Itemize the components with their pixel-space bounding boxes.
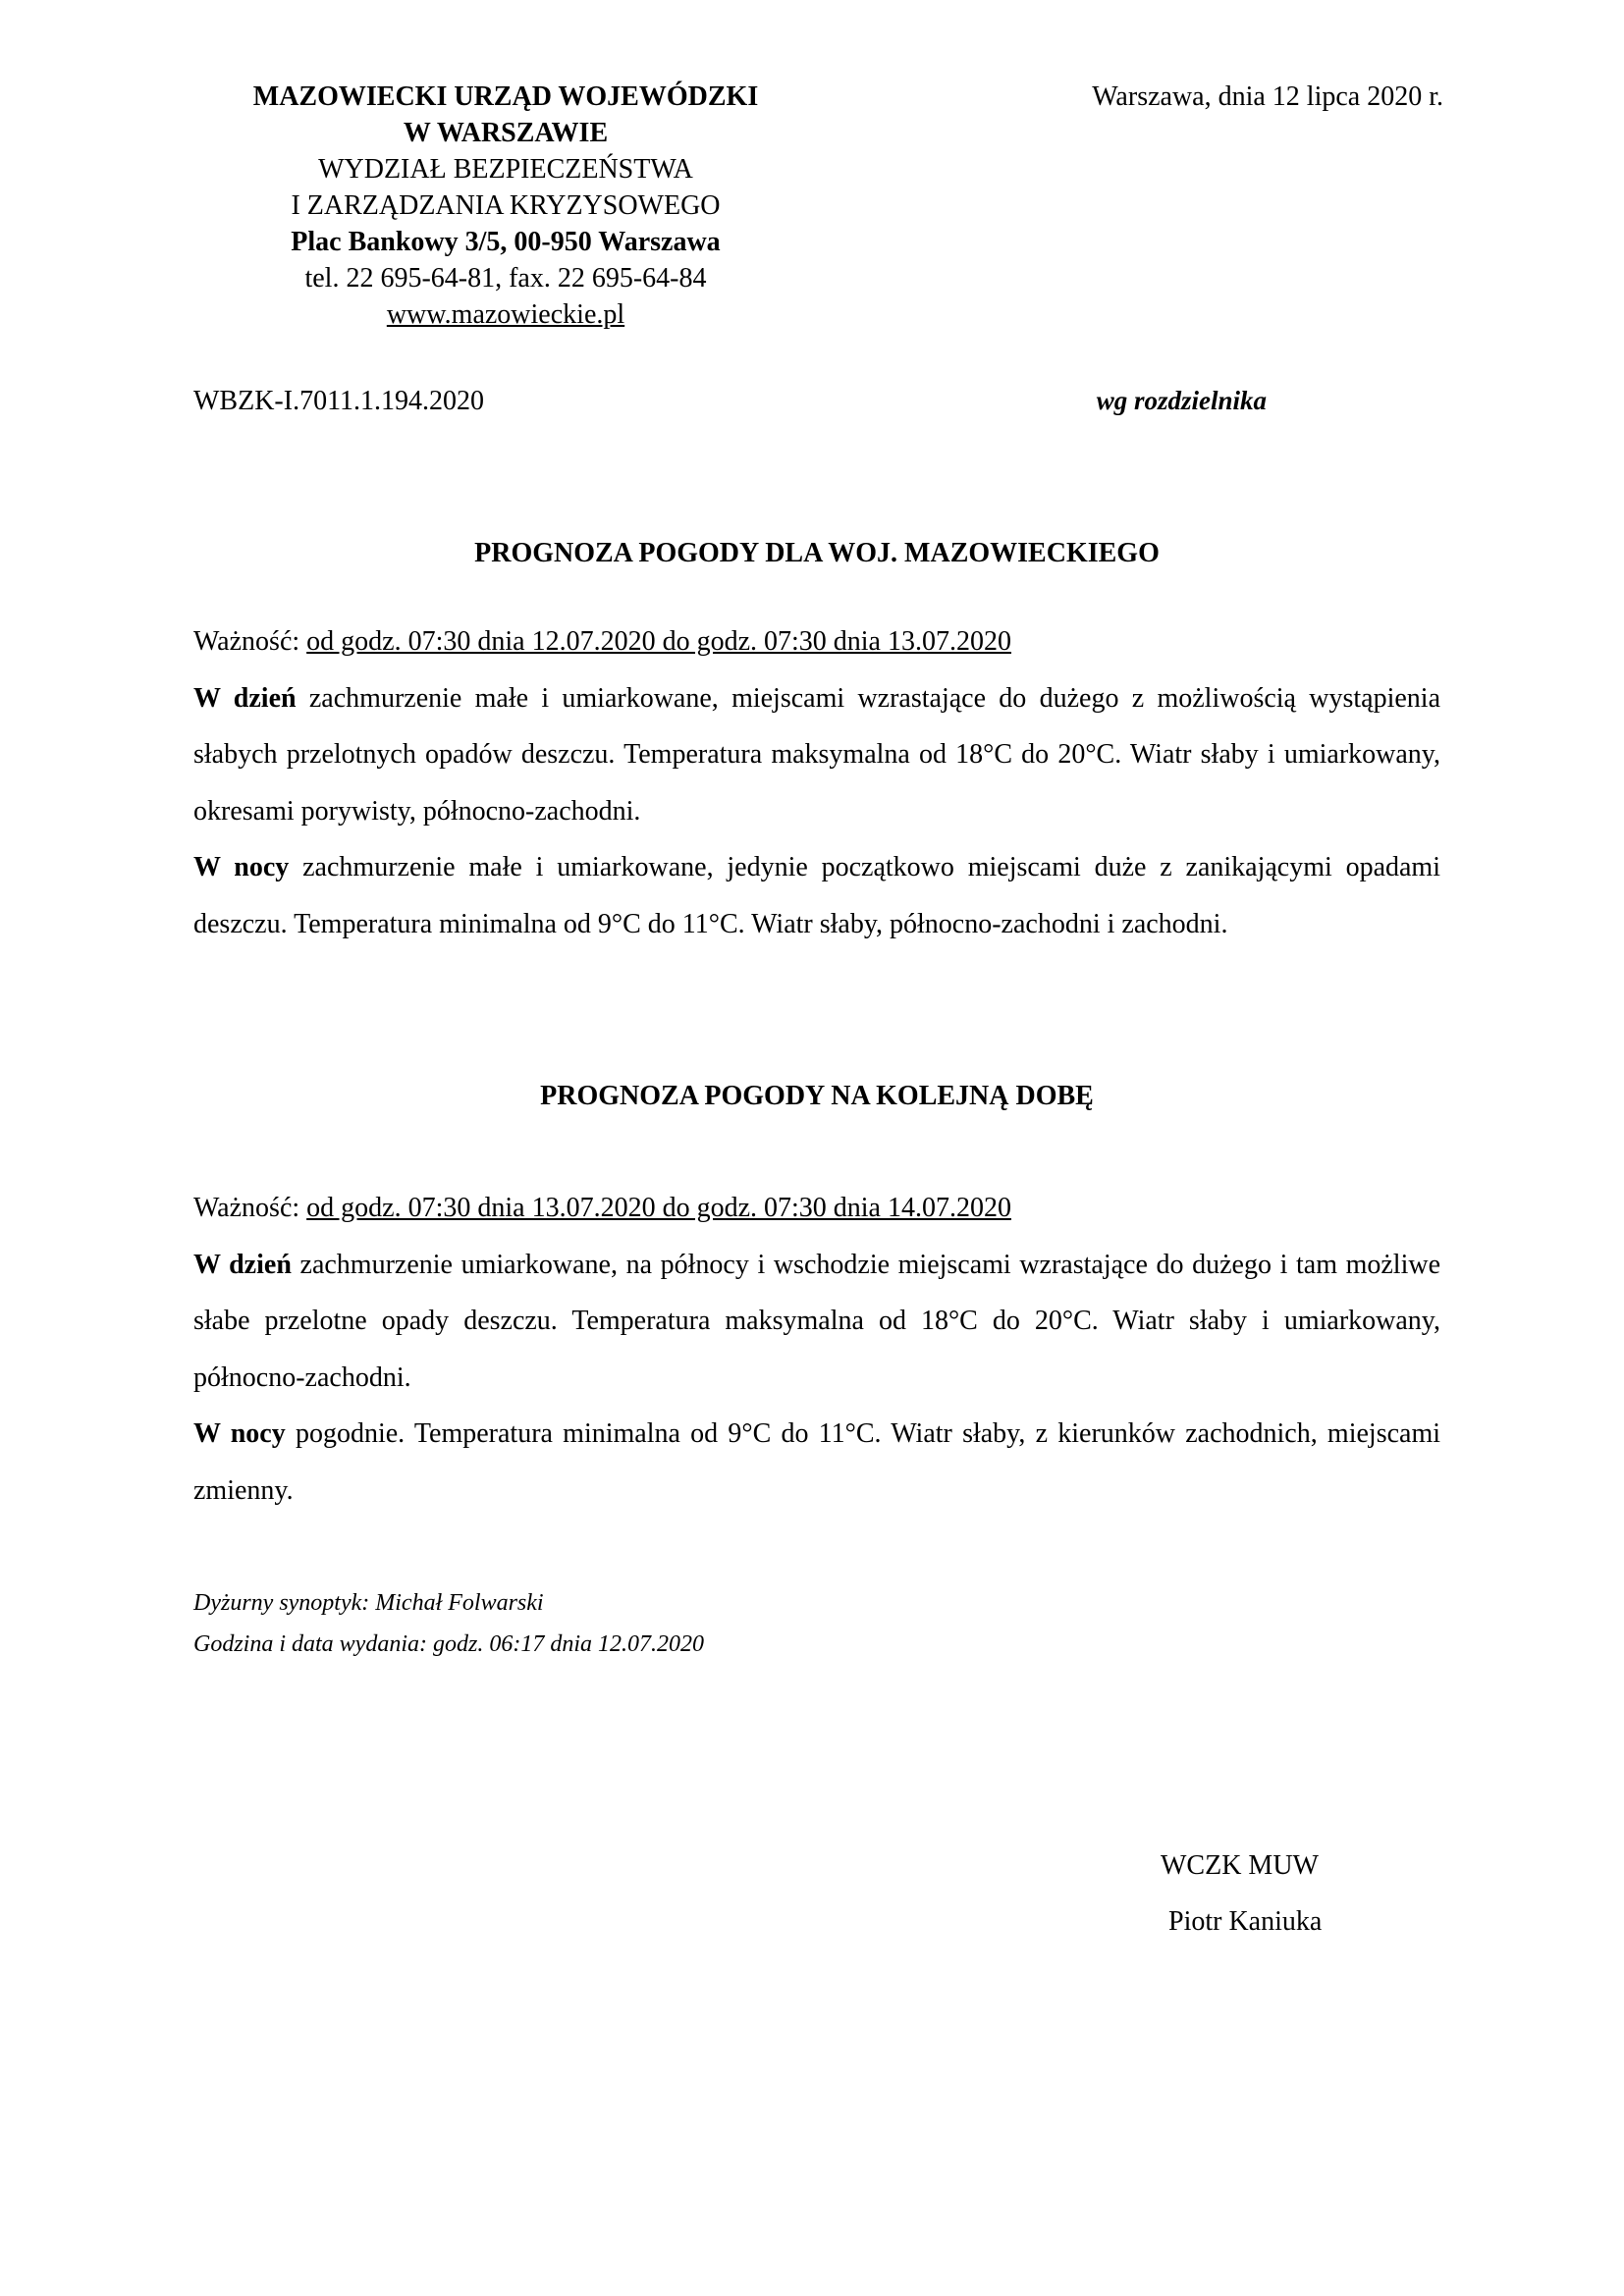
day-lead: W dzień (193, 682, 297, 714)
office-website-link[interactable]: www.mazowieckie.pl (386, 299, 625, 330)
forecast-today-validity (193, 614, 1440, 670)
distribution-note: wg rozdzielnika (1096, 386, 1267, 415)
department-line1: WYDZIAŁ BEZPIECZEŃSTWA (318, 154, 693, 185)
forecast-next-validity (193, 1180, 1440, 1237)
forecast-next-title: PROGNOZA POGODY NA KOLEJNĄ DOBĘ (540, 1081, 1094, 1111)
forecast-next-day (193, 1237, 1440, 1407)
validity-label: Ważność: (193, 1193, 300, 1223)
office-name-line1: MAZOWIECKI URZĄD WOJEWÓDZKI (252, 81, 759, 112)
reference-number: WBZK-I.7011.1.194.2020 (193, 386, 485, 416)
night-lead: W nocy (193, 1418, 286, 1449)
day-text: zachmurzenie małe i umiarkowane, miejscami wzrastające do dużego z możliwością wystąpienia słabych przelotnych opadów deszczu. Temperatura maksymalna od 18°C do 20°C. Wiatr słaby i umiarkowany, okresami porywisty, północno-zachodni. (193, 682, 1441, 827)
validity-label: Ważność: (193, 626, 300, 657)
signature-unit: WCZK MUW (1161, 1850, 1319, 1881)
office-header (177, 79, 835, 333)
forecast-today-day (193, 670, 1440, 840)
document-date: Warszawa, dnia 12 lipca 2020 r. (1092, 81, 1443, 112)
office-name-line2: W WARSZAWIE (403, 118, 609, 148)
department-line2: I ZARZĄDZANIA KRYZYSOWEGO (291, 190, 721, 221)
signature-block (1139, 1838, 1375, 1949)
forecast-next-section (193, 1180, 1440, 1519)
issue-time: Godzina i data wydania: godz. 06:17 dnia 12.07.2020 (193, 1631, 704, 1657)
office-phone: tel. 22 695-64-81, fax. 22 695-64-84 (304, 263, 707, 294)
issuer-block (193, 1582, 704, 1665)
forecast-today-title: PROGNOZA POGODY DLA WOJ. MAZOWIECKIEGO (474, 538, 1160, 568)
night-lead: W nocy (193, 852, 290, 882)
signature-name: Piotr Kaniuka (1168, 1906, 1323, 1937)
night-text: pogodnie. Temperatura minimalna od 9°C do 11°C. Wiatr słaby, z kierunków zachodnich, miejscami zmienny. (193, 1418, 1441, 1506)
validity-period: od godz. 07:30 dnia 12.07.2020 do godz. 07:30 dnia 13.07.2020 (306, 626, 1011, 657)
night-text: zachmurzenie małe i umiarkowane, jedynie początkowo miejscami duże z zanikającymi opadami deszczu. Temperatura minimalna od 9°C do 11°C. Wiatr słaby, północno-zachodni i zachodni. (193, 852, 1440, 939)
forecast-today-night (193, 839, 1440, 952)
day-text: zachmurzenie umiarkowane, na północy i wschodzie miejscami wzrastające do dużego i tam możliwe słabe przelotne opady deszczu. Temperatura maksymalna od 18°C do 20°C. Wiatr słaby i umiarkowany, północno-zachodni. (193, 1249, 1441, 1393)
office-address: Plac Bankowy 3/5, 00-950 Warszawa (291, 227, 721, 257)
forecast-today-section (193, 614, 1440, 952)
forecast-next-night (193, 1406, 1440, 1519)
forecaster-name: Dyżurny synoptyk: Michał Folwarski (193, 1590, 544, 1616)
day-lead: W dzień (193, 1249, 292, 1280)
validity-period: od godz. 07:30 dnia 13.07.2020 do godz. 07:30 dnia 14.07.2020 (306, 1193, 1011, 1223)
